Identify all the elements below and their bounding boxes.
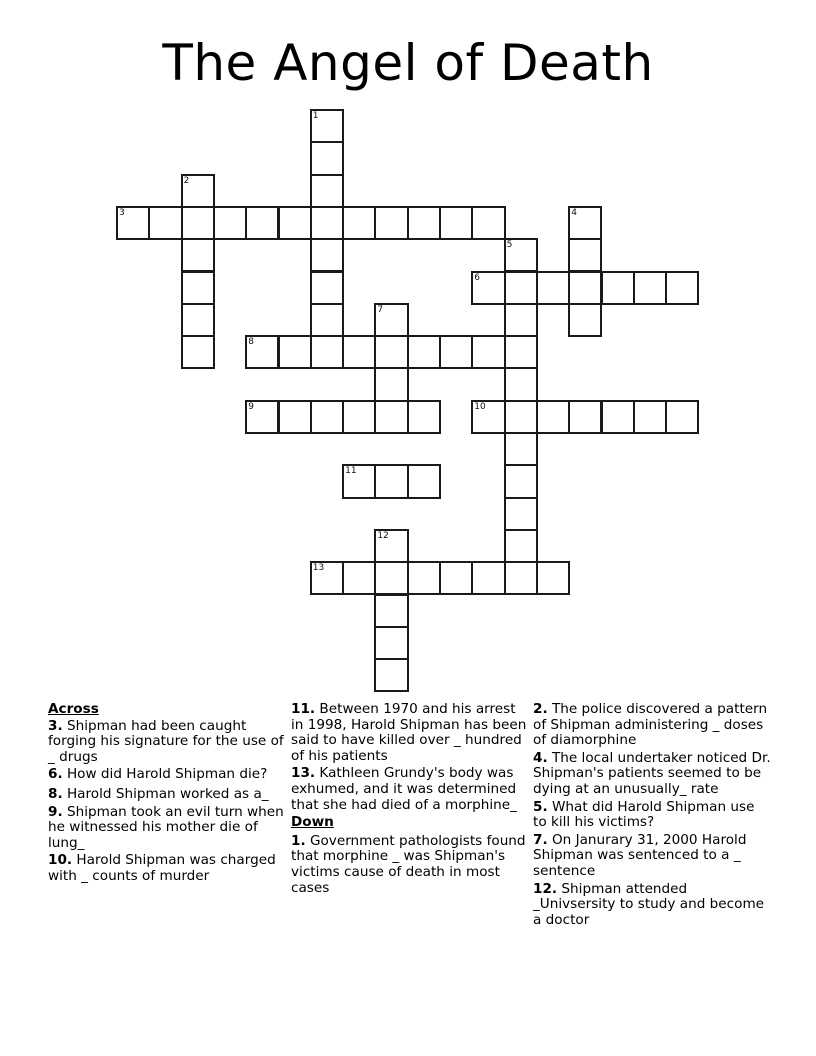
grid-cell[interactable] bbox=[310, 303, 344, 337]
grid-cell[interactable] bbox=[181, 303, 215, 337]
clues-column-1 bbox=[48, 702, 286, 887]
grid-cell[interactable] bbox=[504, 529, 538, 563]
clue-number: 6 bbox=[474, 272, 481, 283]
grid-cell[interactable] bbox=[407, 206, 441, 240]
grid-cell[interactable] bbox=[374, 400, 408, 434]
grid-cell[interactable] bbox=[407, 464, 441, 498]
clue-number: 1 bbox=[312, 111, 319, 121]
grid-cell[interactable] bbox=[471, 400, 505, 434]
grid-cell[interactable] bbox=[310, 141, 344, 175]
clues-column-3 bbox=[533, 702, 771, 930]
grid-cell[interactable] bbox=[504, 561, 538, 595]
grid-cell[interactable] bbox=[504, 271, 538, 305]
grid-cell[interactable] bbox=[568, 206, 602, 240]
clue-number: 11 bbox=[345, 466, 357, 477]
grid-cell[interactable] bbox=[148, 206, 182, 240]
grid-cell[interactable] bbox=[374, 658, 408, 692]
grid-cell[interactable] bbox=[374, 303, 408, 337]
grid-cell[interactable] bbox=[536, 561, 570, 595]
clue-number: 13 bbox=[312, 563, 325, 574]
grid-cell[interactable] bbox=[471, 271, 505, 305]
clue-across-10: 10. Harold Shipman was charged with _ counts of murder bbox=[48, 852, 276, 884]
grid-cell[interactable] bbox=[181, 174, 215, 208]
grid-cell[interactable] bbox=[310, 335, 344, 369]
grid-cell[interactable] bbox=[181, 206, 215, 240]
clue-number: 12 bbox=[377, 530, 389, 541]
grid-cell[interactable] bbox=[181, 271, 215, 305]
clue-across-3: 3. Shipman had been caught forging his signature for the use of _ drugs bbox=[48, 717, 284, 765]
down-heading: Down bbox=[291, 814, 334, 831]
grid-cell[interactable] bbox=[439, 206, 473, 240]
clue-number: 7 bbox=[377, 304, 384, 315]
clue-number: 2 bbox=[183, 175, 190, 186]
clue-number: 3 bbox=[119, 207, 125, 218]
grid-cell[interactable] bbox=[245, 400, 279, 434]
grid-cell[interactable] bbox=[568, 238, 602, 272]
grid-cell[interactable] bbox=[310, 174, 344, 208]
clue-number: 9 bbox=[248, 401, 254, 412]
grid-cell[interactable] bbox=[342, 561, 376, 595]
grid-cell[interactable] bbox=[633, 271, 667, 305]
grid-cell[interactable] bbox=[504, 303, 538, 337]
grid-cell[interactable] bbox=[504, 238, 538, 272]
grid-cell[interactable] bbox=[504, 464, 538, 498]
grid-cell[interactable] bbox=[601, 400, 635, 434]
grid-cell[interactable] bbox=[374, 367, 408, 401]
clue-number: 5 bbox=[506, 240, 513, 251]
grid-cell[interactable] bbox=[181, 335, 215, 369]
grid-cell[interactable] bbox=[374, 626, 408, 660]
grid-cell[interactable] bbox=[342, 206, 376, 240]
grid-cell[interactable] bbox=[471, 561, 505, 595]
clue-number: 10 bbox=[474, 401, 486, 412]
clue-down-7: 7. On Janurary 31, 2000 Harold Shipman was sentenced to a _ sentence bbox=[533, 831, 747, 879]
grid-cell[interactable] bbox=[374, 335, 408, 369]
grid-cell[interactable] bbox=[471, 206, 505, 240]
grid-cell[interactable] bbox=[504, 497, 538, 531]
grid-cell[interactable] bbox=[601, 271, 635, 305]
grid-cell[interactable] bbox=[471, 335, 505, 369]
grid-cell[interactable] bbox=[568, 400, 602, 434]
grid-cell[interactable] bbox=[633, 400, 667, 434]
grid-cell[interactable] bbox=[536, 400, 570, 434]
grid-cell[interactable] bbox=[504, 400, 538, 434]
grid-cell[interactable] bbox=[374, 464, 408, 498]
clue-number: 8 bbox=[248, 337, 254, 348]
grid-cell[interactable] bbox=[245, 335, 279, 369]
grid-cell[interactable] bbox=[407, 335, 441, 369]
grid-cell[interactable] bbox=[374, 529, 408, 563]
puzzle-title: The Angel of Death bbox=[162, 34, 654, 92]
clue-number: 4 bbox=[571, 207, 577, 218]
clue-down-4: 4. The local undertaker noticed Dr. Shipman's patients seemed to be dying at an unusually_ rate bbox=[533, 749, 771, 797]
grid-cell[interactable] bbox=[278, 206, 312, 240]
clue-down-12: 12. Shipman attended _Univsersity to study and become a doctor bbox=[533, 880, 765, 928]
grid-cell[interactable] bbox=[310, 109, 344, 143]
clue-down-2: 2. The police discovered a pattern of Shipman administering _ doses of diamorphine bbox=[533, 701, 768, 749]
grid-cell[interactable] bbox=[374, 206, 408, 240]
clue-across-6: 6. How did Harold Shipman die? bbox=[48, 766, 268, 783]
across-heading: Across bbox=[48, 701, 99, 717]
grid-cell[interactable] bbox=[342, 464, 376, 498]
grid-cell[interactable] bbox=[310, 561, 344, 595]
grid-cell[interactable] bbox=[278, 400, 312, 434]
grid-cell[interactable] bbox=[310, 400, 344, 434]
grid-cell[interactable] bbox=[665, 400, 699, 434]
grid-cell[interactable] bbox=[213, 206, 247, 240]
clue-across-9: 9. Shipman took an evil turn when he witnessed his mother die of lung_ bbox=[48, 803, 284, 851]
grid-cell[interactable] bbox=[278, 335, 312, 369]
grid-cell[interactable] bbox=[310, 238, 344, 272]
clue-down-1: 1. Government pathologists found that morphine _ was Shipman's victims cause of death in most cases bbox=[291, 832, 526, 896]
grid-cell[interactable] bbox=[504, 367, 538, 401]
grid-cell[interactable] bbox=[310, 206, 344, 240]
grid-cell[interactable] bbox=[439, 335, 473, 369]
clues-column-2 bbox=[291, 702, 529, 898]
grid-cell[interactable] bbox=[181, 238, 215, 272]
grid-cell[interactable] bbox=[439, 561, 473, 595]
grid-cell[interactable] bbox=[245, 206, 279, 240]
grid-cell[interactable] bbox=[342, 335, 376, 369]
grid-cell[interactable] bbox=[568, 303, 602, 337]
grid-cell[interactable] bbox=[536, 271, 570, 305]
grid-cell[interactable] bbox=[665, 271, 699, 305]
grid-cell[interactable] bbox=[504, 335, 538, 369]
grid-cell[interactable] bbox=[310, 271, 344, 305]
grid-cell[interactable] bbox=[407, 400, 441, 434]
clue-across-13: 13. Kathleen Grundy's body was exhumed, and it was determined that she had died of a morphine_ bbox=[291, 765, 517, 813]
clue-down-5: 5. What did Harold Shipman use to kill his victims? bbox=[533, 798, 755, 831]
grid-cell[interactable] bbox=[374, 561, 408, 595]
clue-across-11: 11. Between 1970 and his arrest in 1998, Harold Shipman has been said to have killed over _ hundred of his patients bbox=[291, 701, 527, 764]
grid-cell[interactable] bbox=[504, 432, 538, 466]
grid-cell[interactable] bbox=[116, 206, 150, 240]
grid-cell[interactable] bbox=[374, 594, 408, 628]
grid-cell[interactable] bbox=[568, 271, 602, 305]
clue-across-8: 8. Harold Shipman worked as a_ bbox=[48, 785, 269, 802]
grid-cell[interactable] bbox=[407, 561, 441, 595]
grid-cell[interactable] bbox=[342, 400, 376, 434]
